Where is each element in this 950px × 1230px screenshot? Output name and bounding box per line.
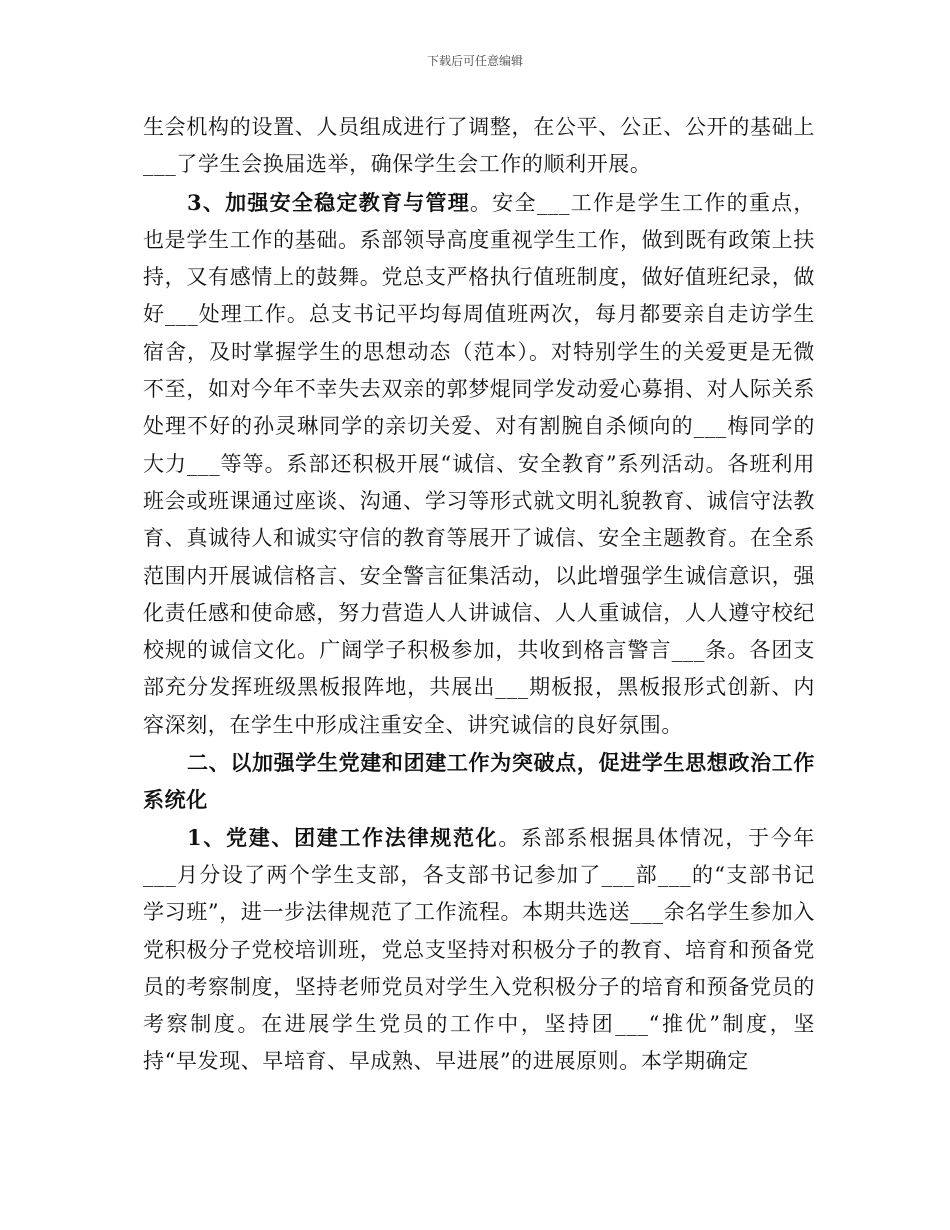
- section-lead-party-building: 1、党建、团建工作法律规范化: [187, 824, 499, 850]
- paragraph-party-building: [143, 819, 815, 1081]
- page-header: 下载后可任意编辑: [426, 54, 523, 68]
- document-body: [143, 109, 815, 1081]
- section-lead-safety: 3、加强安全稳定教育与管理: [187, 189, 471, 215]
- paragraph-safety-education: [143, 184, 815, 744]
- paragraph-safety-text: 。安全___工作是学生工作的重点，也是学生工作的基础。系部领导高度重视学生工作，做到既有政策上扶持，又有感情上的鼓舞。党总支严格执行值班制度，做好值班纪录，做好___处理工作。总支书记平均每周值班两次，每月都要亲自走访学生宿舍，及时掌握学生的思想动态（范本）。对特别学生的关爱更是无微不至，如对今年不幸失去双亲的郭梦焜同学发动爱心募捐、对人际关系处理不好的孙灵琳同学的亲切关爱、对有割腕自杀倾向的___梅同学的大力___等等。系部还积极开展“诚信、安全教育”系列活动。各班利用班会或班课通过座谈、沟通、学习等形式就文明礼貌教育、诚信守法教育、真诚待人和诚实守信的教育等展开了诚信、安全主题教育。在全系范围内开展诚信格言、安全警言征集活动，以此增强学生诚信意识，强化责任感和使命感，努力营造人人讲诚信、人人重诚信，人人遵守校纪校规的诚信文化。广阔学子积极参加，共收到格言警言___条。各团支部充分发挥班级黑板报阵地，共展出___期板报，黑板报形式创新、内容深刻，在学生中形成注重安全、讲究诚信的良好氛围。: [143, 190, 815, 737]
- section-heading-party-building: 二、以加强学生党建和团建工作为突破点，促进学生思想政治工作系统化: [143, 750, 815, 813]
- paragraph-party-building-text: 。系部系根据具体情况，于今年___月分设了两个学生支部，各支部书记参加了___部___的“支部书记学习班”，进一步法律规范了工作流程。本期共选送___余名学生参加入党积极分子党校培训班，党总支坚持对积极分子的教育、培育和预备党员的考察制度，坚持老师党员对学生入党积极分子的培育和预备党员的考察制度。在进展学生党员的工作中，坚持团___“推优”制度，坚持“早发现、早培育、早成熟、早进展”的进展原则。本学期确定: [143, 825, 815, 1074]
- paragraph-student-union: 生会机构的设置、人员组成进行了调整，在公平、公正、公开的基础上___了学生会换届选举，确保学生会工作的顺利开展。: [143, 115, 815, 177]
